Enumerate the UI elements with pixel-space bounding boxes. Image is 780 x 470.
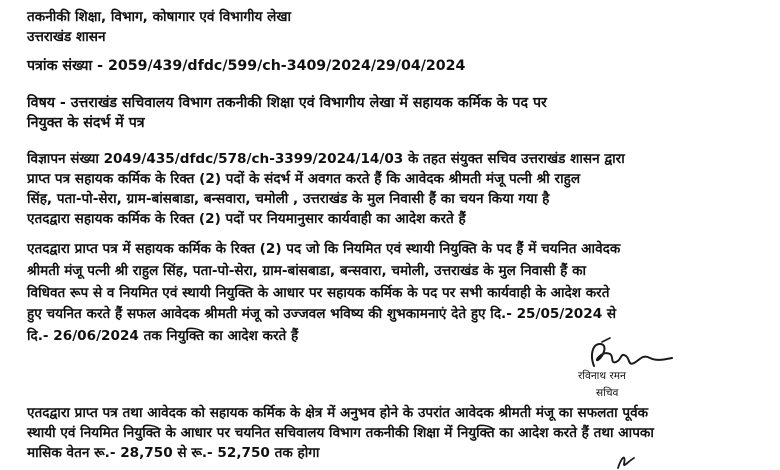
- department-heading: तकनीकी शिक्षा, विभाग, कोषागार एवं विभागीय लेखा: [27, 9, 291, 25]
- para2-line-5: दि.- 26/06/2024 तक नियुक्ति का आदेश करते हैं: [27, 328, 299, 344]
- para2-line-2: श्रीमती मंजू पत्नी श्री राहुल सिंह, पता-पो-सेरा, ग्राम-बांसबाडा, बन्सवारा, चमोली, उत्तराखंड के मुल निवासी हैं का: [27, 263, 587, 279]
- government-name: उत्तराखंड शासन: [27, 29, 106, 45]
- para3-line-2: स्थायी एवं नियमित नियुक्ति के आधार पर चयनित सचिवालय विभाग तकनीकी शिक्षा में नियुक्ति का आदेश करते हैं तथा आपका: [27, 425, 654, 441]
- para1-line-3: सिंह, पता-पो-सेरा, ग्राम-बांसबाडा, बन्सवारा, चमोली , उत्तराखंड के मुल निवासी हैं का चयन किया गया है: [27, 191, 550, 207]
- signature-block: [580, 336, 680, 406]
- partial-signature-mark: [612, 450, 672, 470]
- para1-line-1: विज्ञापन संख्या 2049/435/dfdc/578/ch-3399/2024/14/03 के तहत संयुक्त सचिव उत्तराखंड शासन द्वारा: [27, 151, 625, 167]
- para1-line-2: प्राप्त पत्र सहायक कर्मिक के रिक्त (2) पदों के संदर्भ में अवगत करते हैं कि आवेदक श्रीमती मंजू पत्नी श्री राहुल: [27, 171, 581, 187]
- para3-line-3: मासिक वेतन रू.- 28,750 से रू.- 52,750 तक होगा: [27, 445, 320, 461]
- letter-number: पत्रांक संख्या - 2059/439/dfdc/599/ch-3409/2024/29/04/2024: [27, 58, 466, 74]
- subject-line-1: विषय - उत्तराखंड सचिवालय विभाग तकनीकी शिक्षा एवं विभागीय लेखा में सहायक कर्मिक के पद पर: [27, 95, 547, 111]
- para2-line-3: विधिवत रूप से व नियमित एवं स्थायी नियुक्ति के आधार पर सहायक कर्मिक के पद पर सभी कार्यवाही के आदेश करते: [27, 285, 610, 301]
- signatory-name: रविनाथ रमन: [578, 370, 626, 382]
- para2-line-1: एतदद्वारा प्राप्त पत्र में सहायक कर्मिक के रिक्त (2) पद जो कि नियमित एवं स्थायी नियुक्ति के पद हैं में चयनित आवेदक: [27, 241, 621, 257]
- para3-line-1: एतदद्वारा प्राप्त पत्र तथा आवेदक को सहायक कर्मिक के क्षेत्र में अनुभव होने के उपरांत आवेदक श्रीमती मंजू का सफलता पूर्वक: [27, 405, 649, 421]
- para2-line-4: हुए चयनित करते हैं सफल आवेदक श्रीमती मंजू को उज्जवल भविष्य की शुभकामनाएं देते हुए दि.- 25/05/2024 से: [27, 306, 617, 322]
- para1-line-4: एतदद्वारा सहायक कर्मिक के रिक्त (2) पदों पर नियमानुसार कार्यवाही का आदेश करते हैं: [27, 211, 466, 227]
- subject-line-2: नियुक्त के संदर्भ में पत्र: [27, 115, 145, 131]
- signatory-designation: सचिव: [596, 387, 619, 399]
